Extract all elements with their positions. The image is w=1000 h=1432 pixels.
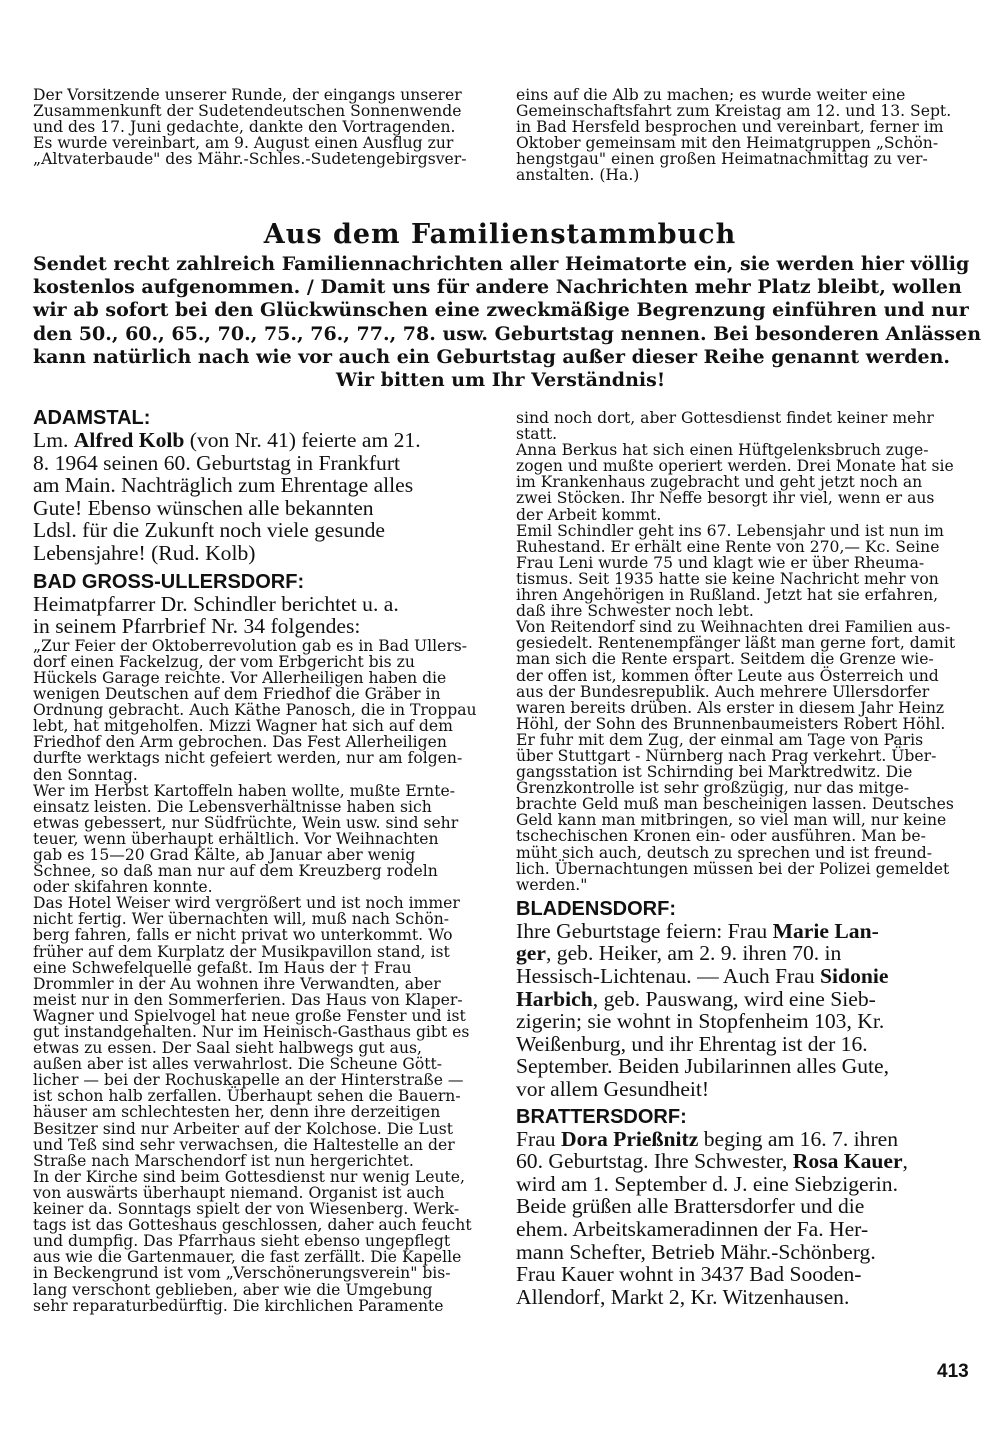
- adamstal-heading: ADAMSTAL:: [33, 407, 151, 429]
- adamstal-text: [33, 429, 493, 565]
- text-line: Lebensjahre! (Rud. Kolb): [33, 540, 256, 565]
- text-line: den Sonntag.: [33, 765, 138, 784]
- text-line: statt.: [516, 425, 558, 444]
- text-line: sehr reparaturbedürftig. Die kirchlichen Paramente: [33, 1296, 444, 1315]
- text-line: keiner da. Sonntags spielt der von Wiesenberg. Werk-: [33, 1200, 460, 1219]
- text-line: In der Kirche sind beim Gottesdienst nur wenig Leute,: [33, 1167, 465, 1186]
- bgu-body: [33, 638, 493, 1314]
- text-line: tismus. Seit 1935 hatte sie keine Nachricht mehr von: [516, 569, 939, 588]
- text-line: Drommler in der Au wohnen ihre Verwandten, aber: [33, 974, 441, 993]
- person-name: Alfred Kolb: [73, 428, 185, 452]
- text-line: Ihre Geburtstage feiern: Frau Marie Lan-: [516, 918, 879, 943]
- text-line: Anna Berkus hat sich einen Hüftgelenksbruch zuge-: [516, 441, 929, 460]
- text-line: wird am 1. September d. J. eine Siebzigerin.: [516, 1171, 898, 1196]
- bad-gross-ullersdorf-heading: BAD GROSS-ULLERSDORF:: [33, 570, 305, 593]
- brattersdorf-text: [516, 1128, 974, 1309]
- text-line: einsatz leisten. Die Lebensverhältnisse haben sich: [33, 797, 432, 816]
- text-line: man sich die Rente erspart. Seitdem die Grenze wie-: [516, 650, 934, 669]
- text-line: licher — bei der Rochuskapelle an der Hinterstraße —: [33, 1071, 464, 1090]
- text-line: „Zur Feier der Oktoberrevolution gab es in Bad Ullers-: [33, 636, 468, 655]
- text-line: Gemeinschaftsfahrt zum Kreistag am 12. und 13. Sept.: [516, 102, 952, 121]
- text-line: gesiedelt. Rentenempfänger läßt man gerne fort, damit: [516, 634, 956, 653]
- text-line: September. Beiden Jubilarinnen alles Gute,: [516, 1054, 889, 1079]
- text-line: in Beckengrund ist vom „Verschönerungsverein" bis-: [33, 1264, 451, 1283]
- text-line: Wagner und Spielvogel hat neue große Fenster und ist: [33, 1006, 466, 1025]
- text-line: mann Schefter, Betrieb Mähr.-Schönberg.: [516, 1239, 876, 1264]
- text-line: von auswärts überhaupt niemand. Organist ist auch: [33, 1183, 445, 1202]
- text-line: tschechischen Kronen ein- oder ausführen. Man be-: [516, 827, 926, 846]
- text-line: Der Vorsitzende unserer Runde, der eingangs unserer: [33, 86, 462, 104]
- text-line: gut instandgehalten. Nur im Heinisch-Gasthaus gibt es: [33, 1023, 470, 1041]
- text-line: ger, geb. Heiker, am 2. 9. ihren 70. in: [516, 941, 842, 966]
- text-line: etwas zu essen. Der Saal sieht halbwegs gut aus,: [33, 1039, 422, 1058]
- notice-line: kann natürlich nach wie vor auch ein Geburtstag außer dieser Reihe genannt werden.: [33, 345, 951, 368]
- text-line: zwei Stöcken. Ihr Neffe besorgt ihr viel, wenn er aus: [516, 489, 935, 508]
- notice-line: Wir bitten um Ihr Verständnis!: [335, 369, 666, 392]
- text-line: meist nur in den Sommerferien. Das Haus von Klaper-: [33, 990, 463, 1009]
- text-line: Ruhestand. Er erhält eine Rente von 270,— Kc. Seine: [516, 537, 940, 556]
- left-column: [33, 407, 493, 1314]
- notice-line: den 50., 60., 65., 70., 75., 76., 77., 78. usw. Geburtstag nennen. Bei besonderen Anlässen: [33, 322, 982, 345]
- text-line: außen aber ist alles verwahrlost. Die Scheune Gött-: [33, 1055, 443, 1074]
- text-line: Weißenburg, und ihr Ehrentag ist der 16.: [516, 1031, 868, 1056]
- text-line: im Krankenhaus zugebracht und geht jetzt noch an: [516, 473, 923, 492]
- bgu-intro: [33, 593, 493, 638]
- text-line: und Teß sind sehr verwachsen, die Haltestelle an der: [33, 1135, 455, 1154]
- bladensdorf-text: [516, 920, 974, 1101]
- text-line: ist schon halb zerfallen. Überhaupt sehen die Bauern-: [33, 1087, 461, 1106]
- text-line: müht sich auch, deutsch zu sprechen und ist freund-: [516, 843, 933, 862]
- text-line: anstalten. (Ha.): [516, 166, 640, 185]
- text-line: daß ihre Schwester noch lebt.: [516, 602, 754, 621]
- text-line: nicht fertig. Wer übernachten will, muß nach Schön-: [33, 910, 450, 929]
- notice-paragraph: [33, 253, 982, 392]
- text-line: lang verschont geblieben, aber wie die Umgebung: [33, 1280, 433, 1299]
- section-title: Aus dem Familienstammbuch: [263, 219, 737, 250]
- page-number: 413: [937, 1361, 969, 1382]
- text-line: Geld kann man mitbringen, so viel man will, nur keine: [516, 811, 947, 830]
- text-line: gab es 15—20 Grad Kälte, ab Januar aber wenig: [33, 845, 416, 864]
- text-line: vor allem Gesundheit!: [516, 1076, 710, 1101]
- text-line: Hessisch-Lichtenau. — Auch Frau Sidonie: [516, 964, 889, 988]
- text-line: Ordnung gebracht. Auch Käthe Panosch, die in Troppau: [33, 701, 477, 720]
- text-line: aus wie die Gartenmauer, die fast zerfällt. Die Kapelle: [33, 1248, 462, 1267]
- notice-line: wir ab sofort bei den Glückwünschen eine zweckmäßige Begrenzung einführen und nur: [33, 299, 969, 322]
- notice-line: Sendet recht zahlreich Familiennachrichten aller Heimatorte ein, sie werden hier völlig: [33, 253, 970, 275]
- text-line: teuer, wenn überhaupt erhältlich. Vor Weihnachten: [33, 829, 439, 848]
- text-line: Heimatpfarrer Dr. Schindler berichtet u. a.: [33, 591, 399, 616]
- bgu-continued: [516, 410, 974, 893]
- text-line: wenigen Deutschen auf dem Friedhof die Gräber in: [33, 685, 441, 704]
- text-line: ehem. Arbeitskameradinnen der Fa. Her-: [516, 1216, 869, 1241]
- text-line: Oktober gemeinsam mit den Heimatgruppen „Schön-: [516, 134, 939, 153]
- text-line: „Altvaterbaude" des Mähr.-Schles.-Sudetengebirgsver-: [33, 150, 467, 169]
- text-line: tags ist das Gotteshaus geschlossen, daher auch feucht: [33, 1216, 472, 1235]
- text-line: 8. 1964 seinen 60. Geburtstag in Frankfurt: [33, 450, 401, 475]
- text-line: über Stuttgart - Nürnberg nach Prag verkehrt. Über-: [516, 746, 937, 765]
- text-line: etwas gebessert, nur Südfrüchte, Wein usw. sind sehr: [33, 813, 459, 832]
- text-line: Frau Leni wurde 75 und klagt wie er über Rheuma-: [516, 553, 925, 572]
- text-line: Das Hotel Weiser wird vergrößert und ist noch immer: [33, 894, 460, 913]
- text-line: waren bereits drüben. Als erster in diesem Jahr Heinz: [516, 698, 945, 717]
- text-line: sind noch dort, aber Gottesdienst findet keiner mehr: [516, 409, 934, 427]
- text-line: Straße nach Marschendorf ist nun hergerichtet.: [33, 1151, 414, 1170]
- text-line: Wer im Herbst Kartoffeln haben wollte, mußte Ernte-: [33, 781, 455, 800]
- bladensdorf-heading: BLADENSDORF:: [516, 897, 676, 920]
- text-line: dorf einen Fackelzug, der vom Erbgericht bis zu: [33, 652, 415, 671]
- text-line: eins auf die Alb zu machen; es wurde weiter eine: [516, 86, 906, 104]
- text-line: Friedhof den Arm gebrochen. Das Fest Allerheiligen: [33, 733, 447, 752]
- text-line: hengstgau" einen großen Heimatnachmittag zu ver-: [516, 150, 928, 169]
- text-line: aus der Bundesrepublik. Auch mehrere Ullersdorfer: [516, 682, 930, 701]
- text-line: durfte werktags nicht gefeiert werden, nur am folgen-: [33, 749, 463, 768]
- text-line: und des 17. Juni gedachte, dankte den Vortragenden.: [33, 118, 456, 137]
- text-line: Schnee, so daß man nur auf dem Kreuzberg rodeln: [33, 862, 438, 881]
- text-line: der Arbeit kommt.: [516, 505, 662, 524]
- text-line: der offen ist, kommen öfter Leute aus Österreich und: [516, 666, 939, 685]
- text-line: lebt, hat mitgeholfen. Mizzi Wagner hat sich auf dem: [33, 717, 453, 736]
- text-line: brachte Geld muß man bescheinigen lassen. Deutsches: [516, 795, 954, 814]
- text-line: eine Schwefelquelle gefaßt. Im Haus der † Frau: [33, 958, 412, 977]
- text-line: Zusammenkunft der Sudetendeutschen Sonnenwende: [33, 102, 462, 121]
- text-line: Harbich, geb. Pauswang, wird eine Sieb-: [516, 986, 876, 1011]
- notice-line: kostenlos aufgenommen. / Damit uns für andere Nachrichten mehr Platz bleibt, wollen: [33, 276, 962, 299]
- text-line: Frau Dora Prießnitz beging am 16. 7. ihren: [516, 1126, 899, 1151]
- text-line: 60. Geburtstag. Ihre Schwester, Rosa Kauer,: [516, 1149, 908, 1174]
- text-line: in Bad Hersfeld besprochen und vereinbart, ferner im: [516, 118, 944, 137]
- text-line: zogen und mußte operiert werden. Drei Monate hat sie: [516, 457, 954, 476]
- text-line: Beide grüßen alle Brattersdorfer und die: [516, 1194, 865, 1219]
- top-left-column: [33, 87, 483, 167]
- text-line: Allendorf, Markt 2, Kr. Witzenhausen.: [516, 1284, 850, 1309]
- top-right-column: [516, 87, 971, 184]
- text-line: zigerin; sie wohnt in Stopfenheim 103, Kr.: [516, 1009, 885, 1034]
- text-line: Gute! Ebenso wünschen alle bekannten: [33, 495, 374, 520]
- text-line: ihren Angehörigen in Rußland. Jetzt hat sie erfahren,: [516, 586, 939, 605]
- text-line: Grenzkontrolle ist sehr großzügig, nur das mitge-: [516, 779, 910, 798]
- text-line: Höhl, der Sohn des Brunnenbaumeisters Robert Höhl.: [516, 714, 946, 733]
- text-line: Frau Kauer wohnt in 3437 Bad Sooden-: [516, 1262, 862, 1287]
- text-line: in seinem Pfarrbrief Nr. 34 folgendes:: [33, 614, 361, 639]
- brattersdorf-heading: BRATTERSDORF:: [516, 1105, 687, 1128]
- text-line: Von Reitendorf sind zu Weihnachten drei Familien aus-: [516, 618, 951, 637]
- text-line: Emil Schindler geht ins 67. Lebensjahr und ist nun im: [516, 521, 944, 540]
- text-line: gangsstation ist Schirnding bei Marktredwitz. Die: [516, 763, 913, 782]
- text-line: häuser am schlechtesten her, denn ihre derzeitigen: [33, 1103, 441, 1122]
- text-line: Er fuhr mit dem Zug, der einmal am Tage von Paris: [516, 730, 924, 749]
- text-line: berg fahren, falls er nicht privat wo unterkommt. Wo: [33, 926, 453, 945]
- text-line: Es wurde vereinbart, am 9. August einen Ausflug zur: [33, 134, 454, 153]
- text-line: oder skifahren konnte.: [33, 878, 213, 897]
- text-line: am Main. Nachträglich zum Ehrentage alles: [33, 473, 414, 498]
- text-line: werden.": [516, 875, 588, 894]
- text-line: lich. Übernachtungen müssen bei der Polizei gemeldet: [516, 859, 950, 878]
- text-line: Lm. Alfred Kolb (von Nr. 41) feierte am 21.: [33, 428, 421, 452]
- text-line: Ldsl. für die Zukunft noch viele gesunde: [33, 518, 386, 543]
- text-line: und dumpfig. Das Pfarrhaus sieht ebenso ungepflegt: [33, 1232, 451, 1251]
- text-line: Hückels Garage reichte. Vor Allerheiligen haben die: [33, 668, 447, 687]
- text-line: früher auf dem Kurplatz der Musikpavillon stand, ist: [33, 942, 450, 961]
- right-column: [516, 410, 974, 1308]
- text-line: Besitzer sind nur Arbeiter auf der Kolchose. Die Lust: [33, 1119, 454, 1138]
